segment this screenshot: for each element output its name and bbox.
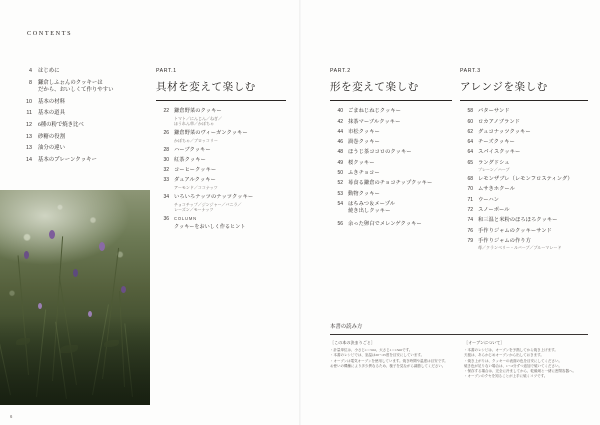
notes-line: お使いの機種により多少異なるため、様子を見ながら調節してください。 xyxy=(330,363,446,368)
list-item[interactable] xyxy=(460,108,588,115)
entry-page-number: 33 xyxy=(163,177,169,184)
notes-line: 天板は、あらかじめオーブンから出しておきます。 xyxy=(464,353,544,358)
entry-subtitle: トマト／にんじん／ねぎ／ ほうれん草／かぼちゃ xyxy=(174,116,222,127)
entry-title: ほうじ茶ココロのクッキー xyxy=(348,149,412,156)
list-item[interactable] xyxy=(156,108,286,127)
photo-foreground-shadow xyxy=(0,315,150,405)
entry-title: スパイスクッキー xyxy=(478,149,521,156)
entry-page-number: 62 xyxy=(467,128,473,135)
entry-page-number: 64 xyxy=(467,139,473,146)
entry-subtitle: チョコチップ／ジンジャー／バニラ／ レーズン／モーナッツ xyxy=(174,201,242,212)
entry-title: 紅茶クッキー xyxy=(174,156,206,163)
entry-page-number: 56 xyxy=(337,220,343,227)
entry-page-number: 12 xyxy=(26,122,32,129)
list-item[interactable] xyxy=(460,186,588,193)
list-item[interactable] xyxy=(330,200,452,214)
entry-page-number: 68 xyxy=(467,176,473,183)
list-item[interactable] xyxy=(460,159,588,172)
list-item[interactable] xyxy=(18,68,138,75)
entry-title: ロカアノブランド xyxy=(478,118,520,125)
list-item[interactable] xyxy=(330,129,452,136)
entry-title: ウーハン xyxy=(478,196,499,203)
list-item[interactable] xyxy=(460,217,588,224)
entry-title: チーズクッキー xyxy=(478,139,515,146)
part-2-column xyxy=(330,68,452,231)
entry-page-number: 4 xyxy=(29,68,32,74)
entry-title: グュコナッツクッキー xyxy=(478,128,531,135)
list-item[interactable] xyxy=(330,170,452,177)
list-item[interactable] xyxy=(460,237,588,250)
list-item[interactable] xyxy=(330,118,452,125)
list-item[interactable] xyxy=(460,176,588,183)
entry-title: ラングドシュ xyxy=(478,159,510,166)
divider xyxy=(460,100,588,101)
entry-title: 桜クッキー xyxy=(348,159,375,166)
list-item[interactable] xyxy=(330,159,452,166)
list-item[interactable] xyxy=(460,129,588,136)
flower-bud xyxy=(38,303,42,309)
entry-title: レモンザブレ（レモンフロスティング） xyxy=(478,176,573,183)
list-item[interactable] xyxy=(330,221,452,228)
divider xyxy=(156,100,286,101)
list-item[interactable] xyxy=(330,149,452,156)
notes-block-rules xyxy=(330,340,454,380)
notes-line: ・オーブンのクセを知ることが上手に焼くコツです。 xyxy=(464,374,548,379)
list-item[interactable] xyxy=(460,227,588,234)
reading-notes xyxy=(330,322,588,380)
list-item[interactable] xyxy=(18,110,138,117)
entry-page-number: 72 xyxy=(467,206,473,213)
list-item[interactable] xyxy=(18,122,138,129)
entry-title: 苺食る鎌倉のチョコチップクッキー xyxy=(348,180,433,187)
entry-subtitle: プレーン／ハーブ xyxy=(478,167,510,173)
entry-page-number: 74 xyxy=(467,217,473,224)
list-item[interactable] xyxy=(330,180,452,187)
entry-page-number: 10 xyxy=(26,98,32,105)
column-title: クッキーをおいしく作るヒント xyxy=(174,223,246,230)
list-item[interactable] xyxy=(460,118,588,125)
flower-bud xyxy=(121,286,126,293)
entry-title: ふきチョコー xyxy=(348,169,380,176)
notes-block-heading: ［この本の決まりごと］ xyxy=(330,339,376,345)
entry-page-number: 36 xyxy=(163,215,169,222)
list-item[interactable] xyxy=(156,130,286,143)
entry-label: 基本のプレーンクッキー xyxy=(38,157,97,164)
entry-title: ハーブクッキー xyxy=(174,146,211,153)
page-title: CONTENTS xyxy=(27,30,73,37)
entry-page-number: 13 xyxy=(26,133,32,140)
entry-page-number: 79 xyxy=(467,237,473,244)
list-item[interactable] xyxy=(330,139,452,146)
entry-title: ダュアルクッキー xyxy=(174,177,216,184)
entry-title: バターサンド xyxy=(478,108,510,115)
list-item[interactable] xyxy=(156,194,286,213)
list-item[interactable] xyxy=(460,207,588,214)
entry-label: 鎌倉しふぉんのクッキーは だから、おいしくて作りやすい xyxy=(38,79,114,93)
entry-page-number: 76 xyxy=(467,227,473,234)
entry-page-number: 8 xyxy=(29,79,32,86)
entry-page-number: 26 xyxy=(163,130,169,137)
entry-page-number: 28 xyxy=(163,146,169,153)
entry-page-number: 30 xyxy=(163,156,169,163)
entry-title: 動物クッキー xyxy=(348,190,380,197)
entry-page-number: 54 xyxy=(337,200,343,207)
entry-title: コーヒークッキー xyxy=(174,167,217,174)
flower-bud xyxy=(99,242,105,251)
entry-label: 油分の違い xyxy=(38,145,65,152)
entry-title: 渦巻クッキー xyxy=(348,139,380,146)
part-label: PART.2 xyxy=(330,68,351,74)
list-item[interactable] xyxy=(18,157,138,164)
entry-subtitle: 苺／クランベリー・ルバーブ／ブルーマレード xyxy=(478,245,562,251)
entry-page-number: 44 xyxy=(337,128,343,135)
entry-title: ムサきホクール xyxy=(478,186,515,193)
list-item[interactable] xyxy=(156,146,286,153)
entry-page-number: 53 xyxy=(337,190,343,197)
list-item[interactable] xyxy=(156,157,286,164)
entry-page-number: 22 xyxy=(163,108,169,115)
notes-block-heading: ［オーブンについて］ xyxy=(464,339,505,345)
folio-page-number: 6 xyxy=(10,414,13,419)
entry-title: 手作りジャムの作り方 xyxy=(478,237,531,244)
entry-title: はちみつ＆メープル 焼き出しクッキー xyxy=(348,200,396,214)
notes-line: ・本書のレシピでは、室温は20〜25度を目安にしています。 xyxy=(330,353,425,358)
page-gutter xyxy=(299,0,301,425)
column-kicker: COLUMN xyxy=(174,215,197,221)
flower-bud xyxy=(73,269,78,277)
entry-page-number: 48 xyxy=(337,149,343,156)
list-item[interactable] xyxy=(330,190,452,197)
decorative-photo-flowers xyxy=(0,190,150,405)
entry-title: 手作りジャムのクッキーサンド xyxy=(478,227,552,234)
entry-label: 砂糖の役割 xyxy=(38,133,65,140)
notes-line: ・焼き上がりは、クッキーの表面の色を目安にしてください。 xyxy=(464,358,562,363)
part-3-column xyxy=(460,68,588,254)
entry-page-number: 42 xyxy=(337,118,343,125)
entry-page-number: 34 xyxy=(163,193,169,200)
list-item[interactable] xyxy=(18,99,138,106)
notes-line: ・オーブンは電気オーブンを使用しています。焼き時間や温度は目安です。 xyxy=(330,358,448,363)
part-title: 形を変えて楽しむ xyxy=(330,82,419,93)
part-title: アレンジを楽しむ xyxy=(460,82,548,93)
entry-title: 余った卵白でメレンゲクッキー xyxy=(348,220,422,227)
entry-page-number: 50 xyxy=(337,169,343,176)
notes-line: ・計量単位は、小さじ1＝5ml、大さじ1＝15mlです。 xyxy=(330,348,413,353)
list-item[interactable] xyxy=(156,167,286,174)
entry-page-number: 65 xyxy=(467,159,473,166)
part-1-column xyxy=(156,68,286,233)
entry-title: 抹茶マーブルクッキー xyxy=(348,118,401,125)
entry-subtitle: かぼちゃ／ブロッコリー xyxy=(174,137,218,143)
entry-title: ごまねじねじクッキー xyxy=(348,108,401,115)
entry-page-number: 52 xyxy=(337,180,343,187)
entry-page-number: 13 xyxy=(26,145,32,152)
list-item[interactable] xyxy=(460,139,588,146)
entry-label: 基本の材料 xyxy=(38,98,65,105)
list-item[interactable] xyxy=(18,80,138,95)
list-item[interactable] xyxy=(460,149,588,156)
entry-title: 市松クッキー xyxy=(348,128,380,135)
entry-title: 和三温と米粉のほろほろクッキー xyxy=(478,217,558,224)
list-item[interactable] xyxy=(460,196,588,203)
list-item[interactable] xyxy=(18,134,138,141)
column-entry[interactable] xyxy=(156,215,286,229)
entry-page-number: 11 xyxy=(26,110,32,117)
entry-page-number: 32 xyxy=(163,167,169,174)
divider xyxy=(330,334,588,335)
entry-page-number: 64 xyxy=(467,149,473,156)
list-item[interactable] xyxy=(330,108,452,115)
entry-label: はじめに xyxy=(38,68,60,74)
entry-page-number: 58 xyxy=(467,108,473,115)
notes-line: 焼き色が足りない場合は、1〜2分ずつ追加で焼いてください。 xyxy=(464,363,562,368)
intro-toc-list xyxy=(18,68,138,169)
entry-label: 6種の粉で焼き比べ xyxy=(38,122,84,129)
part-title: 具材を変えて楽しむ xyxy=(156,82,256,93)
entry-subtitle: アーモンド／ココナッツ xyxy=(174,185,218,191)
flower-bud xyxy=(49,230,55,239)
list-item[interactable] xyxy=(156,177,286,190)
divider xyxy=(330,100,452,101)
notes-block-oven xyxy=(464,340,588,380)
entry-title: 鎌倉野菜のヴィーガンクッキー xyxy=(174,130,248,137)
entry-title: 鎌倉野菜のクッキー xyxy=(174,108,222,115)
entry-title: スノーボール xyxy=(478,206,510,213)
entry-page-number: 46 xyxy=(337,139,343,146)
flower-bud xyxy=(24,251,29,259)
entry-page-number: 40 xyxy=(337,108,343,115)
entry-title: いろいろナッツのナッツクッキー xyxy=(174,193,254,200)
entry-page-number: 70 xyxy=(467,186,473,193)
entry-page-number: 14 xyxy=(26,157,32,164)
list-item[interactable] xyxy=(18,145,138,152)
entry-page-number: 60 xyxy=(467,118,473,125)
entry-page-number: 49 xyxy=(337,159,343,166)
part-label: PART.3 xyxy=(460,68,481,74)
notes-title: 本書の読み方 xyxy=(330,324,363,330)
notes-line: ・保存する場合は、完全に冷ましてから、乾燥剤と一緒に密閉容器へ。 xyxy=(464,369,576,374)
entry-label: 基本の道具 xyxy=(38,110,65,117)
part-label: PART.1 xyxy=(156,68,177,74)
notes-line: ・本書のレシピは、オーブンを予熱してから焼き上げます。 xyxy=(464,348,558,353)
entry-page-number: 71 xyxy=(467,196,473,203)
